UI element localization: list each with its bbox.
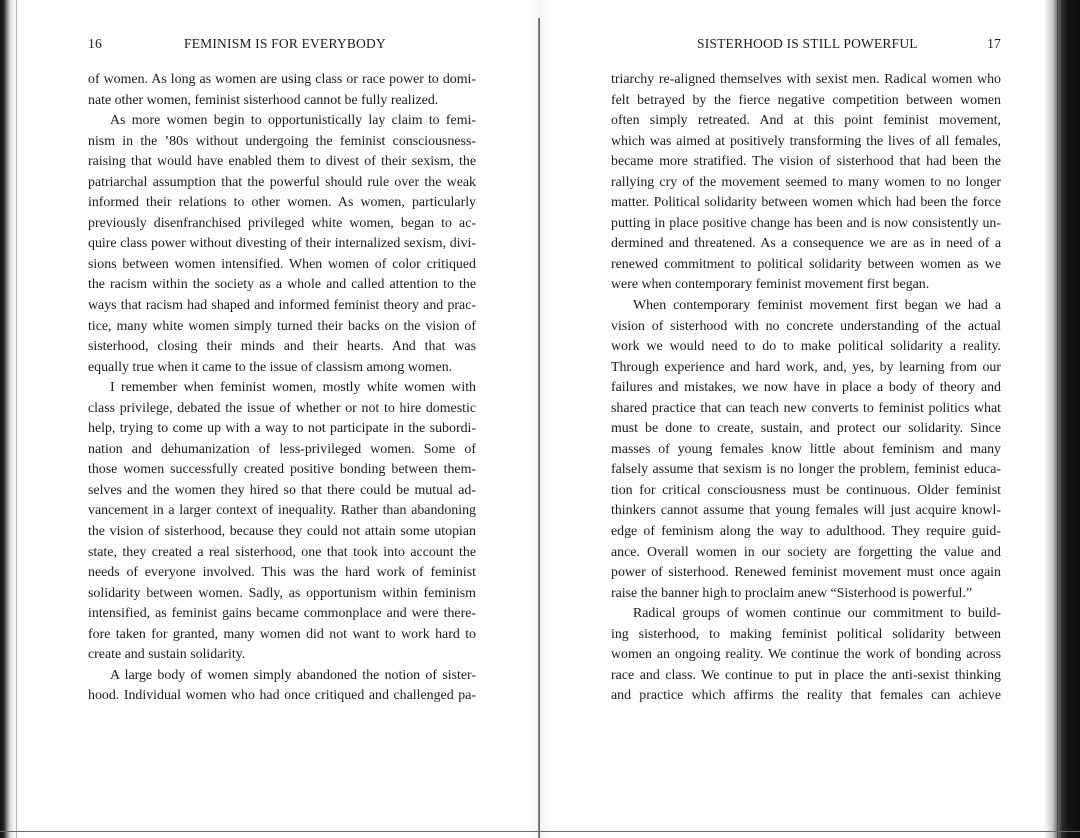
right-page-text-line: failures and mistakes, we now have in place a body of theory and bbox=[611, 380, 1001, 396]
book-gutter-shadow bbox=[530, 0, 550, 838]
left-page-text-line: ways that racism had shaped and informed feminist theory and prac- bbox=[88, 298, 476, 314]
right-page-text-line: became more stratified. The vision of sisterhood that had been the bbox=[611, 154, 1001, 170]
left-page-text-line: equally true when it came to the issue of classism among women. bbox=[88, 359, 453, 375]
left-page-text-line: nation and dehumanization of less-privileged women. Some of bbox=[88, 441, 476, 457]
left-page-text-line: intensified, as feminist gains became commonplace and were there- bbox=[88, 606, 476, 622]
left-page-text-line: selves and the women they hired so that there could be mutual ad- bbox=[88, 482, 476, 498]
right-page-text-line: race and class. We continue to put in place the anti-sexist thinking bbox=[611, 667, 1001, 683]
right-page-text-line: vision of sisterhood with no concrete understanding of the actual bbox=[611, 318, 1001, 334]
right-page-text-line: Through experience and hard work, and, yes, by learning from our bbox=[611, 359, 1001, 375]
left-running-head bbox=[88, 36, 476, 52]
right-page-text-line: ing sisterhood, to making feminist political solidarity between bbox=[611, 626, 1001, 642]
right-page-text-line: falsely assume that sexism is no longer the problem, feminist educa- bbox=[611, 462, 1001, 478]
right-page-text-line: which was aimed at positively transforming the lives of all females, bbox=[611, 133, 1001, 149]
left-page-text-line: sions between women intensified. When women of color critiqued bbox=[88, 256, 476, 272]
right-page-text-line: masses of young females know little about feminism and many bbox=[611, 441, 1001, 457]
left-page-text-line: nism in the ’80s without undergoing the feminist consciousness- bbox=[88, 133, 476, 149]
left-page-text-line: patriarchal assumption that the powerful should rule over the weak bbox=[88, 174, 476, 190]
left-body-text bbox=[88, 70, 476, 707]
left-page-text-line: A large body of women simply abandoned the notion of sister- bbox=[110, 667, 476, 683]
left-page-text-line: As more women begin to opportunistically lay claim to femi- bbox=[110, 113, 476, 129]
left-page-text-line: tice, many white women simply turned their backs on the vision of bbox=[88, 318, 476, 334]
chapter-title-header: SISTERHOOD IS STILL POWERFUL bbox=[697, 36, 918, 51]
right-page-text-line: work we would need to do to make political solidarity a reality. bbox=[611, 339, 1001, 355]
page-number: 17 bbox=[987, 36, 1001, 51]
right-page-text-line: edge of feminism along the way to adulthood. They require guid- bbox=[611, 524, 1001, 540]
left-page-text-line: create and sustain solidarity. bbox=[88, 647, 246, 663]
right-page-text-line: When contemporary feminist movement first began we had a bbox=[633, 298, 1001, 314]
right-running-head bbox=[611, 36, 1001, 52]
right-page-text-line: matter. Political solidarity between women which had been the force bbox=[611, 195, 1001, 211]
right-page-text-line: rallying cry of the movement seemed to many women to no longer bbox=[611, 174, 1001, 190]
right-scan-edge bbox=[1044, 0, 1080, 838]
right-page-text-line: thinkers cannot assume that young females will just acquire knowl- bbox=[611, 503, 1001, 519]
left-page-text-line: previously disenfranchised privileged white women, began to ac- bbox=[88, 215, 476, 231]
right-page-text-line: raise the banner high to proclaim anew “Sisterhood is powerful.” bbox=[611, 585, 973, 601]
right-page-text-line: ance. Overall women in our society are forgetting the value and bbox=[611, 544, 1001, 560]
left-scan-edge bbox=[0, 0, 26, 838]
right-page-text-line: and practice which affirms the reality that females can achieve bbox=[611, 688, 1001, 704]
page-number: 16 bbox=[88, 36, 102, 51]
left-page-text-line: vancement in a larger context of inequality. Rather than abandoning bbox=[88, 503, 476, 519]
right-page-text-line: shared practice that can teach new converts to feminist politics what bbox=[611, 400, 1001, 416]
left-page-text-line: those women successfully created positive bonding between them- bbox=[88, 462, 476, 478]
left-page-text-line: nate other women, feminist sisterhood cannot be fully realized. bbox=[88, 92, 439, 108]
left-page-text-line: informed their relations to other women. As women, particularly bbox=[88, 195, 476, 211]
right-page-text-line: were when contemporary feminist movement first began. bbox=[611, 277, 930, 293]
right-page-text-line: tion for critical consciousness must be continuous. Older feminist bbox=[611, 482, 1001, 498]
left-page-text-line: sisterhood, closing their minds and their hearts. And that was bbox=[88, 339, 476, 355]
book-gutter bbox=[538, 18, 540, 838]
right-page-text-line: must be done to create, sustain, and protect our solidarity. Since bbox=[611, 421, 1001, 437]
right-page-text-line: felt betrayed by the fierce negative competition between women bbox=[611, 92, 1001, 108]
left-page-text-line: solidarity between women. Sadly, as opportunism within feminism bbox=[88, 585, 476, 601]
right-page-text-line: often simply retreated. And at this point feminist movement, bbox=[611, 113, 1001, 129]
right-page-text-line: dermined and threatened. As a consequence we are as in need of a bbox=[611, 236, 1001, 252]
right-page bbox=[611, 0, 1001, 838]
left-page-text-line: help, trying to come up with a way to not participate in the subordi- bbox=[88, 421, 476, 437]
right-page-text-line: Radical groups of women continue our commitment to build- bbox=[633, 606, 1001, 622]
right-page-text-line: women an ongoing reality. We continue the work of bonding across bbox=[611, 647, 1001, 663]
right-body-text bbox=[611, 70, 1001, 707]
left-page-text-line: raising that would have enabled them to divest of their sexism, the bbox=[88, 154, 476, 170]
left-page-text-line: class privilege, debated the issue of whether or not to hire domestic bbox=[88, 400, 476, 416]
left-page-text-line: hood. Individual women who had once critiqued and challenged pa- bbox=[88, 688, 476, 704]
right-page-text-line: triarchy re-aligned themselves with sexist men. Radical women who bbox=[611, 72, 1001, 87]
book-title-header: FEMINISM IS FOR EVERYBODY bbox=[184, 36, 386, 51]
left-page bbox=[88, 0, 476, 838]
right-page-text-line: renewed commitment to political solidarity between women as we bbox=[611, 256, 1001, 272]
left-page-text-line: the racism within the society as a whole and called attention to the bbox=[88, 277, 476, 293]
left-page-text-line: fore taken for granted, many women did not want to work hard to bbox=[88, 626, 476, 642]
right-page-text-line: putting in place positive change has been and is now consistently un- bbox=[611, 215, 1001, 231]
left-page-text-line: of women. As long as women are using class or race power to domi- bbox=[88, 72, 476, 87]
left-page-text-line: quire class power without divesting of their internalized sexism, divi- bbox=[88, 236, 476, 252]
left-page-text-line: I remember when feminist women, mostly white women with bbox=[110, 380, 476, 396]
left-page-text-line: needs of everyone involved. This was the hard work of feminist bbox=[88, 565, 476, 581]
left-page-text-line: state, they created a real sisterhood, one that took into account the bbox=[88, 544, 476, 560]
right-page-text-line: power of sisterhood. Renewed feminist movement must once again bbox=[611, 565, 1001, 581]
left-page-text-line: the vision of sisterhood, because they could not attain some utopian bbox=[88, 524, 476, 540]
